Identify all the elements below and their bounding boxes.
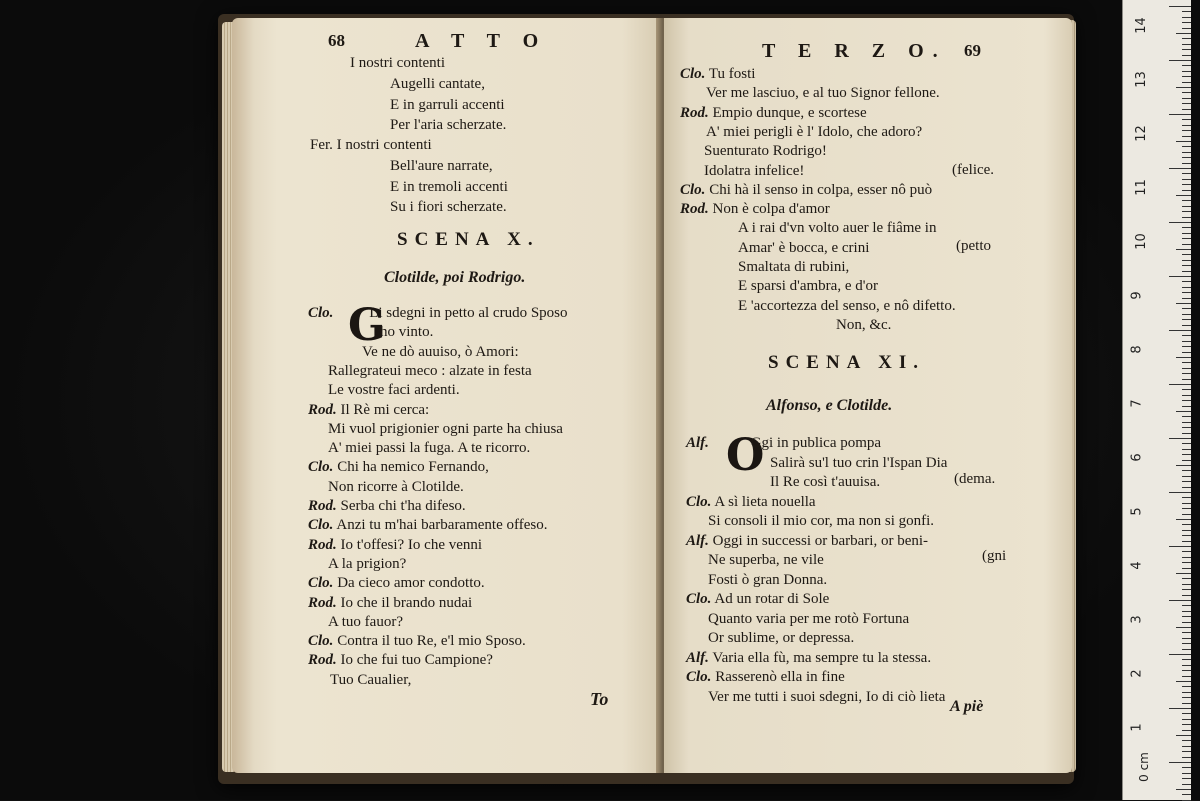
ruler-tick xyxy=(1182,449,1191,450)
ruler-tick xyxy=(1169,222,1191,223)
speaker-name: Rod. xyxy=(680,104,709,121)
speaker-name: Rod. xyxy=(308,401,337,418)
ruler-tick xyxy=(1169,384,1191,385)
ruler-number: 9 xyxy=(1129,291,1145,300)
dialogue-line xyxy=(308,632,526,650)
ruler-tick xyxy=(1176,735,1191,736)
ruler-tick xyxy=(1182,665,1191,666)
ruler-tick xyxy=(1182,433,1191,434)
dialogue-line: E 'accortezza del senso, e nô difetto. xyxy=(738,297,956,314)
ruler-tick xyxy=(1182,28,1191,29)
ruler-tick xyxy=(1182,713,1191,714)
ruler-tick xyxy=(1176,411,1191,412)
ruler-tick xyxy=(1176,303,1191,304)
ruler-tick xyxy=(1182,298,1191,299)
verse-line: Bell'aure narrate, xyxy=(390,158,493,174)
ruler-number: 3 xyxy=(1129,615,1145,624)
measuring-ruler xyxy=(1122,0,1191,800)
speech-text: Li sdegni in petto al crudo Sposo xyxy=(365,305,568,321)
scene-title: SCENA X. xyxy=(397,229,540,250)
speaker-name: Rod. xyxy=(308,652,337,669)
dialogue-line xyxy=(308,516,547,534)
ruler-tick xyxy=(1182,622,1191,623)
scene-cast: Alfonso, e Clotilde. xyxy=(766,397,893,414)
ruler-tick xyxy=(1176,627,1191,628)
ruler-tick xyxy=(1182,649,1191,650)
speaker-name: Alf. xyxy=(686,532,709,549)
ruler-tick xyxy=(1182,767,1191,768)
ruler-tick xyxy=(1182,508,1191,509)
ruler-number: 8 xyxy=(1129,345,1145,354)
ruler-tick xyxy=(1182,395,1191,396)
dialogue-line: Or sublime, or depressa. xyxy=(708,630,855,646)
running-head: A T T O xyxy=(415,30,548,52)
ruler-tick xyxy=(1182,524,1191,525)
dialogue-line xyxy=(680,65,755,83)
ruler-tick xyxy=(1182,578,1191,579)
ruler-tick xyxy=(1182,643,1191,644)
speaker-name: Clo. xyxy=(680,181,706,198)
dialogue-line: Ne superba, ne vile xyxy=(708,552,824,568)
ruler-tick xyxy=(1182,11,1191,12)
speech-text: Anzi tu m'hai barbaramente offeso. xyxy=(333,517,548,534)
ruler-tick xyxy=(1176,141,1191,142)
left-page xyxy=(232,18,662,773)
ruler-tick xyxy=(1182,697,1191,698)
ruler-tick xyxy=(1182,686,1191,687)
speech-text: Io che fui tuo Campione? xyxy=(336,652,493,669)
dialogue-line: Ver me tutti i suoi sdegni, Io di ciò lieta xyxy=(708,688,946,705)
ruler-tick xyxy=(1182,389,1191,390)
ruler-tick xyxy=(1182,632,1191,633)
ruler-tick xyxy=(1182,136,1191,137)
ruler-tick xyxy=(1182,497,1191,498)
drop-capital: G xyxy=(348,300,386,351)
dialogue-line xyxy=(686,532,928,550)
ruler-tick xyxy=(1176,33,1191,34)
dialogue-line xyxy=(686,493,816,511)
speech-text: Chi ha nemico Fernando, xyxy=(333,459,489,476)
dialogue-line: Rallegrateui meco : alzate in festa xyxy=(328,362,532,379)
ruler-number: 2 xyxy=(1129,669,1145,678)
dialogue-line xyxy=(308,497,466,515)
dialogue-line: Tuo Caualier, xyxy=(330,671,412,688)
ruler-tick xyxy=(1182,740,1191,741)
dialogue-line xyxy=(308,574,485,592)
ruler-tick xyxy=(1182,443,1191,444)
ruler-tick xyxy=(1182,659,1191,660)
speaker-name: Rod. xyxy=(308,594,337,611)
speaker-name: Clo. xyxy=(686,493,712,510)
speaker-name: Clo. xyxy=(308,575,334,592)
scene-cast: Clotilde, poi Rodrigo. xyxy=(384,269,526,286)
dialogue-line: Fosti ò gran Donna. xyxy=(708,571,828,588)
ruler-tick xyxy=(1182,751,1191,752)
ruler-tick xyxy=(1169,546,1191,547)
speaker-name: Clo. xyxy=(308,459,334,476)
ruler-number: 5 xyxy=(1129,507,1145,516)
speech-text: Tu fosti xyxy=(705,66,756,82)
ruler-tick xyxy=(1182,238,1191,239)
speech-text: Oggi in successi or barbari, or beni- xyxy=(708,532,929,549)
ruler-tick xyxy=(1182,638,1191,639)
ruler-tick xyxy=(1182,17,1191,18)
ruler-tick xyxy=(1182,38,1191,39)
dialogue-line: E sparsi d'ambra, e d'or xyxy=(738,278,878,295)
ruler-tick xyxy=(1182,730,1191,731)
ruler-tick xyxy=(1182,611,1191,612)
dialogue-line: Ver me lasciuo, e al tuo Signor fellone. xyxy=(706,85,940,102)
dialogue-line xyxy=(686,590,829,608)
speech-text: Contra il tuo Re, e'l mio Sposo. xyxy=(333,633,526,650)
ruler-tick xyxy=(1182,49,1191,50)
ruler-number: 1 xyxy=(1129,723,1145,732)
ruler-tick xyxy=(1182,530,1191,531)
ruler-tick xyxy=(1182,773,1191,774)
speaker-name: Rod. xyxy=(680,201,709,218)
ruler-tick xyxy=(1182,190,1191,191)
ruler-tick xyxy=(1176,519,1191,520)
ruler-tick xyxy=(1176,249,1191,250)
ruler-tick xyxy=(1182,281,1191,282)
ruler-tick xyxy=(1182,470,1191,471)
dialogue-line xyxy=(680,104,867,122)
ruler-tick xyxy=(1182,260,1191,261)
ruler-tick xyxy=(1169,600,1191,601)
catchword: To xyxy=(590,689,609,709)
ruler-tick xyxy=(1182,460,1191,461)
ruler-tick xyxy=(1182,271,1191,272)
ruler-number: 13 xyxy=(1133,71,1149,88)
ruler-tick xyxy=(1182,670,1191,671)
catchword: A piè xyxy=(950,698,984,715)
dialogue-line xyxy=(686,434,881,452)
ruler-number: 4 xyxy=(1129,561,1145,570)
speech-text: Io t'offesi? Io che venni xyxy=(336,536,483,553)
ruler-tick xyxy=(1182,152,1191,153)
ruler-tick xyxy=(1182,724,1191,725)
ruler-tick xyxy=(1182,157,1191,158)
dialogue-line xyxy=(680,200,830,218)
ruler-tick xyxy=(1176,573,1191,574)
ruler-tick xyxy=(1182,368,1191,369)
speaker-name: Clo. xyxy=(308,633,334,650)
dialogue-line: Idolatra infelice! xyxy=(704,162,805,179)
ruler-tick xyxy=(1182,416,1191,417)
ruler-tick xyxy=(1182,55,1191,56)
ruler-tick xyxy=(1182,244,1191,245)
ruler-tick xyxy=(1182,146,1191,147)
ruler-tick xyxy=(1182,173,1191,174)
ruler-tick xyxy=(1182,605,1191,606)
ruler-tick xyxy=(1182,794,1191,795)
ruler-tick xyxy=(1182,676,1191,677)
ruler-tick xyxy=(1182,746,1191,747)
ruler-tick xyxy=(1182,103,1191,104)
verse-line: E in tremoli accenti xyxy=(390,179,508,195)
verse-line: Fer. I nostri contenti xyxy=(310,137,432,153)
dialogue-line xyxy=(308,401,429,419)
dialogue-line: A i rai d'vn volto auer le fiâme in xyxy=(738,220,937,237)
ruler-tick xyxy=(1182,184,1191,185)
ruler-tick xyxy=(1176,87,1191,88)
ruler-tick xyxy=(1182,703,1191,704)
ruler-tick xyxy=(1182,514,1191,515)
ruler-tick xyxy=(1169,330,1191,331)
verse-line: Augelli cantate, xyxy=(390,76,485,92)
ruler-tick xyxy=(1182,454,1191,455)
dialogue-line: A la prigion? xyxy=(328,555,407,572)
ruler-tick xyxy=(1182,719,1191,720)
hanging-word: (petto xyxy=(956,238,991,254)
speech-text: Io che il brando nudai xyxy=(336,594,473,611)
ruler-tick xyxy=(1176,465,1191,466)
dialogue-line xyxy=(686,649,931,667)
ruler-tick xyxy=(1182,352,1191,353)
ruler-tick xyxy=(1182,130,1191,131)
ruler-tick xyxy=(1182,179,1191,180)
speaker-name: Clo. xyxy=(686,591,712,607)
drop-capital: O xyxy=(726,430,765,481)
dialogue-line: A' miei perigli è l' Idolo, che adoro? xyxy=(706,123,923,140)
ruler-tick xyxy=(1182,778,1191,779)
speech-text: Da cieco amor condotto. xyxy=(333,575,485,592)
dialogue-line xyxy=(308,458,489,476)
ruler-tick xyxy=(1182,551,1191,552)
dialogue-line: A' miei passi la fuga. A te ricorro. xyxy=(328,440,531,457)
hanging-word: (dema. xyxy=(954,471,996,487)
dialogue-line: Salirà su'l tuo crin l'Ispan Dia xyxy=(770,454,948,471)
verse-line: E in garruli accenti xyxy=(390,97,505,113)
dialogue-line xyxy=(686,668,845,686)
ruler-tick xyxy=(1182,427,1191,428)
speech-text: Chi hà il senso in colpa, esser nô può xyxy=(705,181,933,198)
ruler-tick xyxy=(1169,276,1191,277)
ruler-tick xyxy=(1176,681,1191,682)
speech-text: Ad un rotar di Sole xyxy=(711,591,830,607)
ruler-tick xyxy=(1182,400,1191,401)
ruler-tick xyxy=(1182,503,1191,504)
ruler-tick xyxy=(1169,6,1191,7)
ruler-tick xyxy=(1182,362,1191,363)
verse-line: I nostri contenti xyxy=(350,55,445,71)
ruler-tick xyxy=(1182,217,1191,218)
ruler-tick xyxy=(1182,481,1191,482)
ruler-number: 10 xyxy=(1133,233,1149,250)
ruler-tick xyxy=(1169,654,1191,655)
ruler-tick xyxy=(1182,692,1191,693)
speech-text: Empio dunque, e scortese xyxy=(708,104,867,121)
ruler-tick xyxy=(1182,308,1191,309)
dialogue-line: Si consoli il mio cor, ma non si gonfi. xyxy=(708,513,935,529)
ruler-tick xyxy=(1182,233,1191,234)
speaker-name: Alf. xyxy=(686,649,709,666)
hanging-word: (gni xyxy=(982,548,1007,564)
ruler-tick xyxy=(1182,287,1191,288)
ruler-tick xyxy=(1182,325,1191,326)
dialogue-line xyxy=(308,594,472,612)
speaker-name: Rod. xyxy=(308,536,337,553)
running-head: T E R Z O. xyxy=(762,40,947,62)
ruler-tick xyxy=(1182,757,1191,758)
ruler-unit-label: 0 cm xyxy=(1136,752,1151,782)
ruler-tick xyxy=(1182,346,1191,347)
ruler-tick xyxy=(1182,200,1191,201)
ruler-tick xyxy=(1182,292,1191,293)
ruler-number: 6 xyxy=(1129,453,1145,462)
ruler-tick xyxy=(1169,762,1191,763)
dialogue-line: A tuo fauor? xyxy=(328,613,403,630)
ruler-tick xyxy=(1182,422,1191,423)
verse-line: Per l'aria scherzate. xyxy=(390,117,507,133)
ruler-tick xyxy=(1182,227,1191,228)
ruler-tick xyxy=(1182,535,1191,536)
ruler-tick xyxy=(1182,98,1191,99)
ruler-tick xyxy=(1182,211,1191,212)
ruler-tick xyxy=(1182,65,1191,66)
ruler-tick xyxy=(1176,195,1191,196)
page-number: 69 xyxy=(964,41,981,60)
ruler-tick xyxy=(1182,265,1191,266)
speaker-name: Clo. xyxy=(686,669,712,685)
ruler-tick xyxy=(1182,319,1191,320)
ruler-number: 11 xyxy=(1133,179,1149,196)
verse-line: Su i fiori scherzate. xyxy=(390,199,507,215)
ruler-tick xyxy=(1182,92,1191,93)
ruler-tick xyxy=(1182,71,1191,72)
ruler-tick xyxy=(1176,357,1191,358)
page-number: 68 xyxy=(328,31,345,50)
dialogue-line: Amar' è bocca, e crini xyxy=(738,239,870,256)
ruler-tick xyxy=(1182,206,1191,207)
ruler-tick xyxy=(1182,163,1191,164)
speech-text: Varia ella fù, ma sempre tu la stessa. xyxy=(708,649,932,666)
ruler-tick xyxy=(1182,568,1191,569)
speech-text: A sì lieta nouella xyxy=(711,493,816,510)
ruler-tick xyxy=(1182,379,1191,380)
speech-text: Non è colpa d'amor xyxy=(708,201,830,218)
dialogue-line: Smaltata di rubini, xyxy=(738,259,850,275)
ruler-tick xyxy=(1182,335,1191,336)
speaker-name: Clo. xyxy=(308,305,334,321)
dialogue-line xyxy=(308,304,568,322)
speaker-name: Alf. xyxy=(686,435,709,451)
ruler-tick xyxy=(1182,589,1191,590)
ruler-tick xyxy=(1169,168,1191,169)
speech-text: Il Rè mi cerca: xyxy=(336,401,430,418)
ruler-tick xyxy=(1182,557,1191,558)
speech-text: Rasserenò ella in fine xyxy=(711,669,845,685)
speech-text: Ggi in publica pompa xyxy=(746,435,882,451)
ruler-tick xyxy=(1182,254,1191,255)
dialogue-line: Mi vuol prigionier ogni parte ha chiusa xyxy=(328,420,563,437)
speaker-name: Clo. xyxy=(308,517,334,534)
ruler-tick xyxy=(1182,314,1191,315)
ruler-tick xyxy=(1182,541,1191,542)
ruler-tick xyxy=(1182,487,1191,488)
dialogue-line: Le vostre faci ardenti. xyxy=(328,382,460,399)
dialogue-line xyxy=(308,536,482,554)
ruler-tick xyxy=(1182,82,1191,83)
dialogue-line: ho vinto. xyxy=(380,324,434,341)
ruler-number: 7 xyxy=(1129,399,1145,408)
ruler-tick xyxy=(1176,789,1191,790)
ruler-tick xyxy=(1182,22,1191,23)
ruler-number: 14 xyxy=(1133,17,1149,34)
ruler-tick xyxy=(1182,595,1191,596)
ruler-tick xyxy=(1169,492,1191,493)
ruler-tick xyxy=(1182,44,1191,45)
ruler-tick xyxy=(1182,109,1191,110)
ruler-tick xyxy=(1182,119,1191,120)
ruler-tick xyxy=(1169,438,1191,439)
dialogue-line xyxy=(308,651,493,669)
ruler-number: 12 xyxy=(1133,125,1149,142)
ruler-tick xyxy=(1169,60,1191,61)
speaker-name: Clo. xyxy=(680,66,706,82)
right-page xyxy=(664,18,1072,773)
speaker-name: Rod. xyxy=(308,498,337,514)
dialogue-line: Non ricorre à Clotilde. xyxy=(328,478,464,495)
dialogue-line: Suenturato Rodrigo! xyxy=(704,143,827,160)
ruler-tick xyxy=(1182,562,1191,563)
ruler-tick xyxy=(1182,784,1191,785)
ruler-tick xyxy=(1182,76,1191,77)
dialogue-line: Il Re così t'auuisa. xyxy=(770,474,881,490)
scene-title: SCENA XI. xyxy=(768,352,925,373)
ruler-tick xyxy=(1182,476,1191,477)
speech-text: Serba chi t'ha difeso. xyxy=(336,498,466,514)
ruler-tick xyxy=(1182,125,1191,126)
dialogue-line: Non, &c. xyxy=(836,316,892,333)
ruler-tick xyxy=(1169,114,1191,115)
ruler-tick xyxy=(1182,341,1191,342)
hanging-word: (felice. xyxy=(952,162,995,178)
ruler-tick xyxy=(1182,584,1191,585)
dialogue-line xyxy=(680,181,932,199)
ruler-tick xyxy=(1182,406,1191,407)
ruler-tick xyxy=(1169,708,1191,709)
dialogue-line: Ve ne dò auuiso, ò Amori: xyxy=(362,343,519,360)
ruler-tick xyxy=(1182,616,1191,617)
ruler-tick xyxy=(1182,373,1191,374)
dialogue-line: Quanto varia per me rotò Fortuna xyxy=(708,610,910,627)
